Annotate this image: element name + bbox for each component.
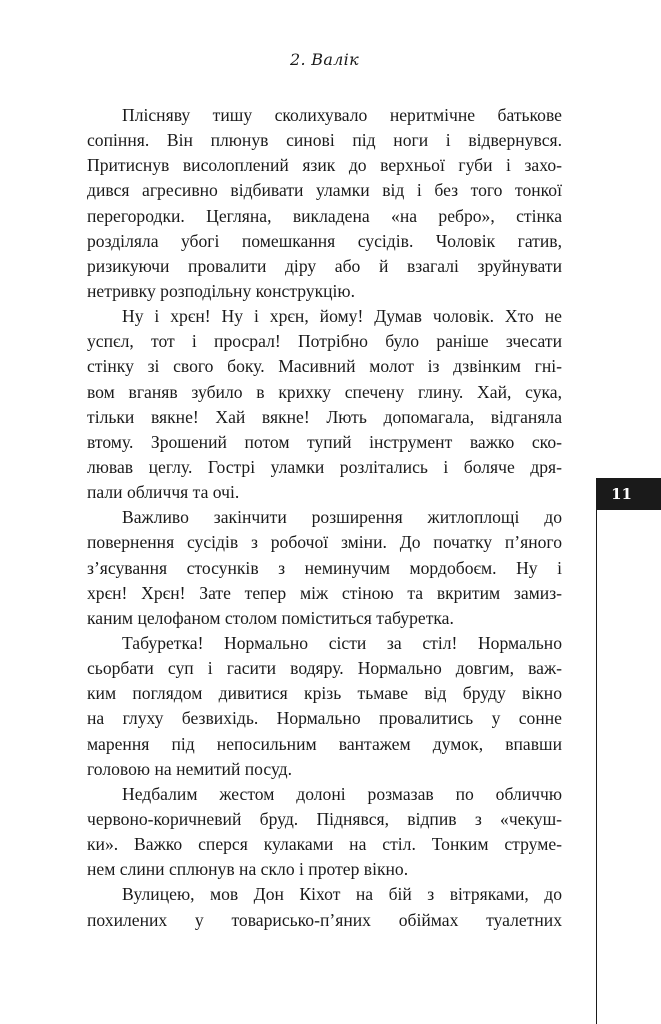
text-line: сопіння. Він плюнув синові під ноги і відвернувся. (87, 130, 562, 151)
text-line: ки». Важко сперся кулаками на стіл. Тонким струме- (87, 834, 562, 855)
text-line: Притиснув висолоплений язик до верхньої губи і захо- (87, 155, 562, 176)
paragraph (87, 631, 562, 782)
text-line: головою на немитий посуд. (87, 758, 293, 779)
text-line: сьорбати суп і гасити водяру. Нормально довгим, важ- (87, 658, 562, 679)
running-header: 2. Валік (290, 50, 359, 69)
text-line: успєл, тот і просрал! Потрібно було раніше зчесати (87, 331, 562, 352)
paragraph (87, 782, 562, 883)
paragraph (87, 103, 562, 304)
text-line: хрєн! Хрєн! Зате тепер між стіною та вкритим замиз- (87, 582, 562, 603)
text-line: пали обличчя та очі. (87, 482, 240, 503)
text-line: стінку зі свого боку. Масивний молот із дзвінким гні- (87, 356, 562, 377)
text-line: ризикуючи провалити діру або й взагалі зруйнувати (87, 255, 562, 276)
text-line: повернення сусідів з робочої зміни. До початку п’яного (87, 532, 562, 553)
text-line: дився агресивно відбивати уламки від і без того тонкої (87, 180, 562, 201)
text-line: марення під непосильним вантажем думок, впавши (87, 733, 562, 754)
text-line: каним целофаном столом поміститься табуретка. (87, 607, 454, 628)
paragraph (87, 882, 562, 932)
body-text (87, 103, 562, 933)
text-line: нем слини сплюнув на скло і протер вікно. (87, 859, 409, 880)
text-line: розділяла убогі помешкання сусідів. Чоловік гатив, (87, 230, 562, 251)
text-line: Вулицею, мов Дон Кіхот на бій з вітряками, до (122, 884, 562, 905)
text-line: Табуретка! Нормально сісти за стіл! Нормально (122, 632, 562, 653)
text-line: Плісняву тишу сколихувало неритмічне батькове (122, 105, 562, 125)
text-line: тільки вякне! Хай вякне! Лють допомагала, відганяла (87, 406, 562, 427)
text-line: Недбалим жестом долоні розмазав по обличчю (122, 783, 562, 804)
page-number: 11 (611, 485, 632, 503)
text-line: лював цеглу. Гострі уламки розлітались і боляче дря- (87, 456, 562, 477)
text-line: вом вганяв зубило в крихку спечену глину. Хай, сука, (87, 381, 562, 402)
page-number-tab (596, 478, 661, 510)
text-line: Ну і хрєн! Ну і хрєн, йому! Думав чоловік. Хто не (122, 306, 562, 327)
text-line: втому. Зрошений потом тупий інструмент важко ско- (87, 431, 562, 452)
text-line: червоно-коричневий бруд. Піднявся, відпив з «чекуш- (87, 808, 562, 829)
paragraph (87, 505, 562, 631)
paragraph (87, 304, 562, 505)
text-line: Важливо закінчити розширення житлоплощі до (122, 507, 562, 528)
text-line: перегородки. Цегляна, викладена «на ребро», стінка (87, 205, 562, 226)
text-line: ким поглядом дивитися крізь тьмаве від бруду вікно (87, 683, 562, 704)
margin-rule (596, 510, 597, 1024)
text-line: на глуху безвихідь. Нормально провалитись у сонне (87, 708, 562, 729)
text-line: похилених у товарисько-п’яних обіймах туалетних (87, 909, 562, 930)
text-line: нетривку розподільну конструкцію. (87, 280, 355, 301)
text-line: з’ясування стосунків з неминучим мордобоєм. Ну і (87, 557, 562, 578)
